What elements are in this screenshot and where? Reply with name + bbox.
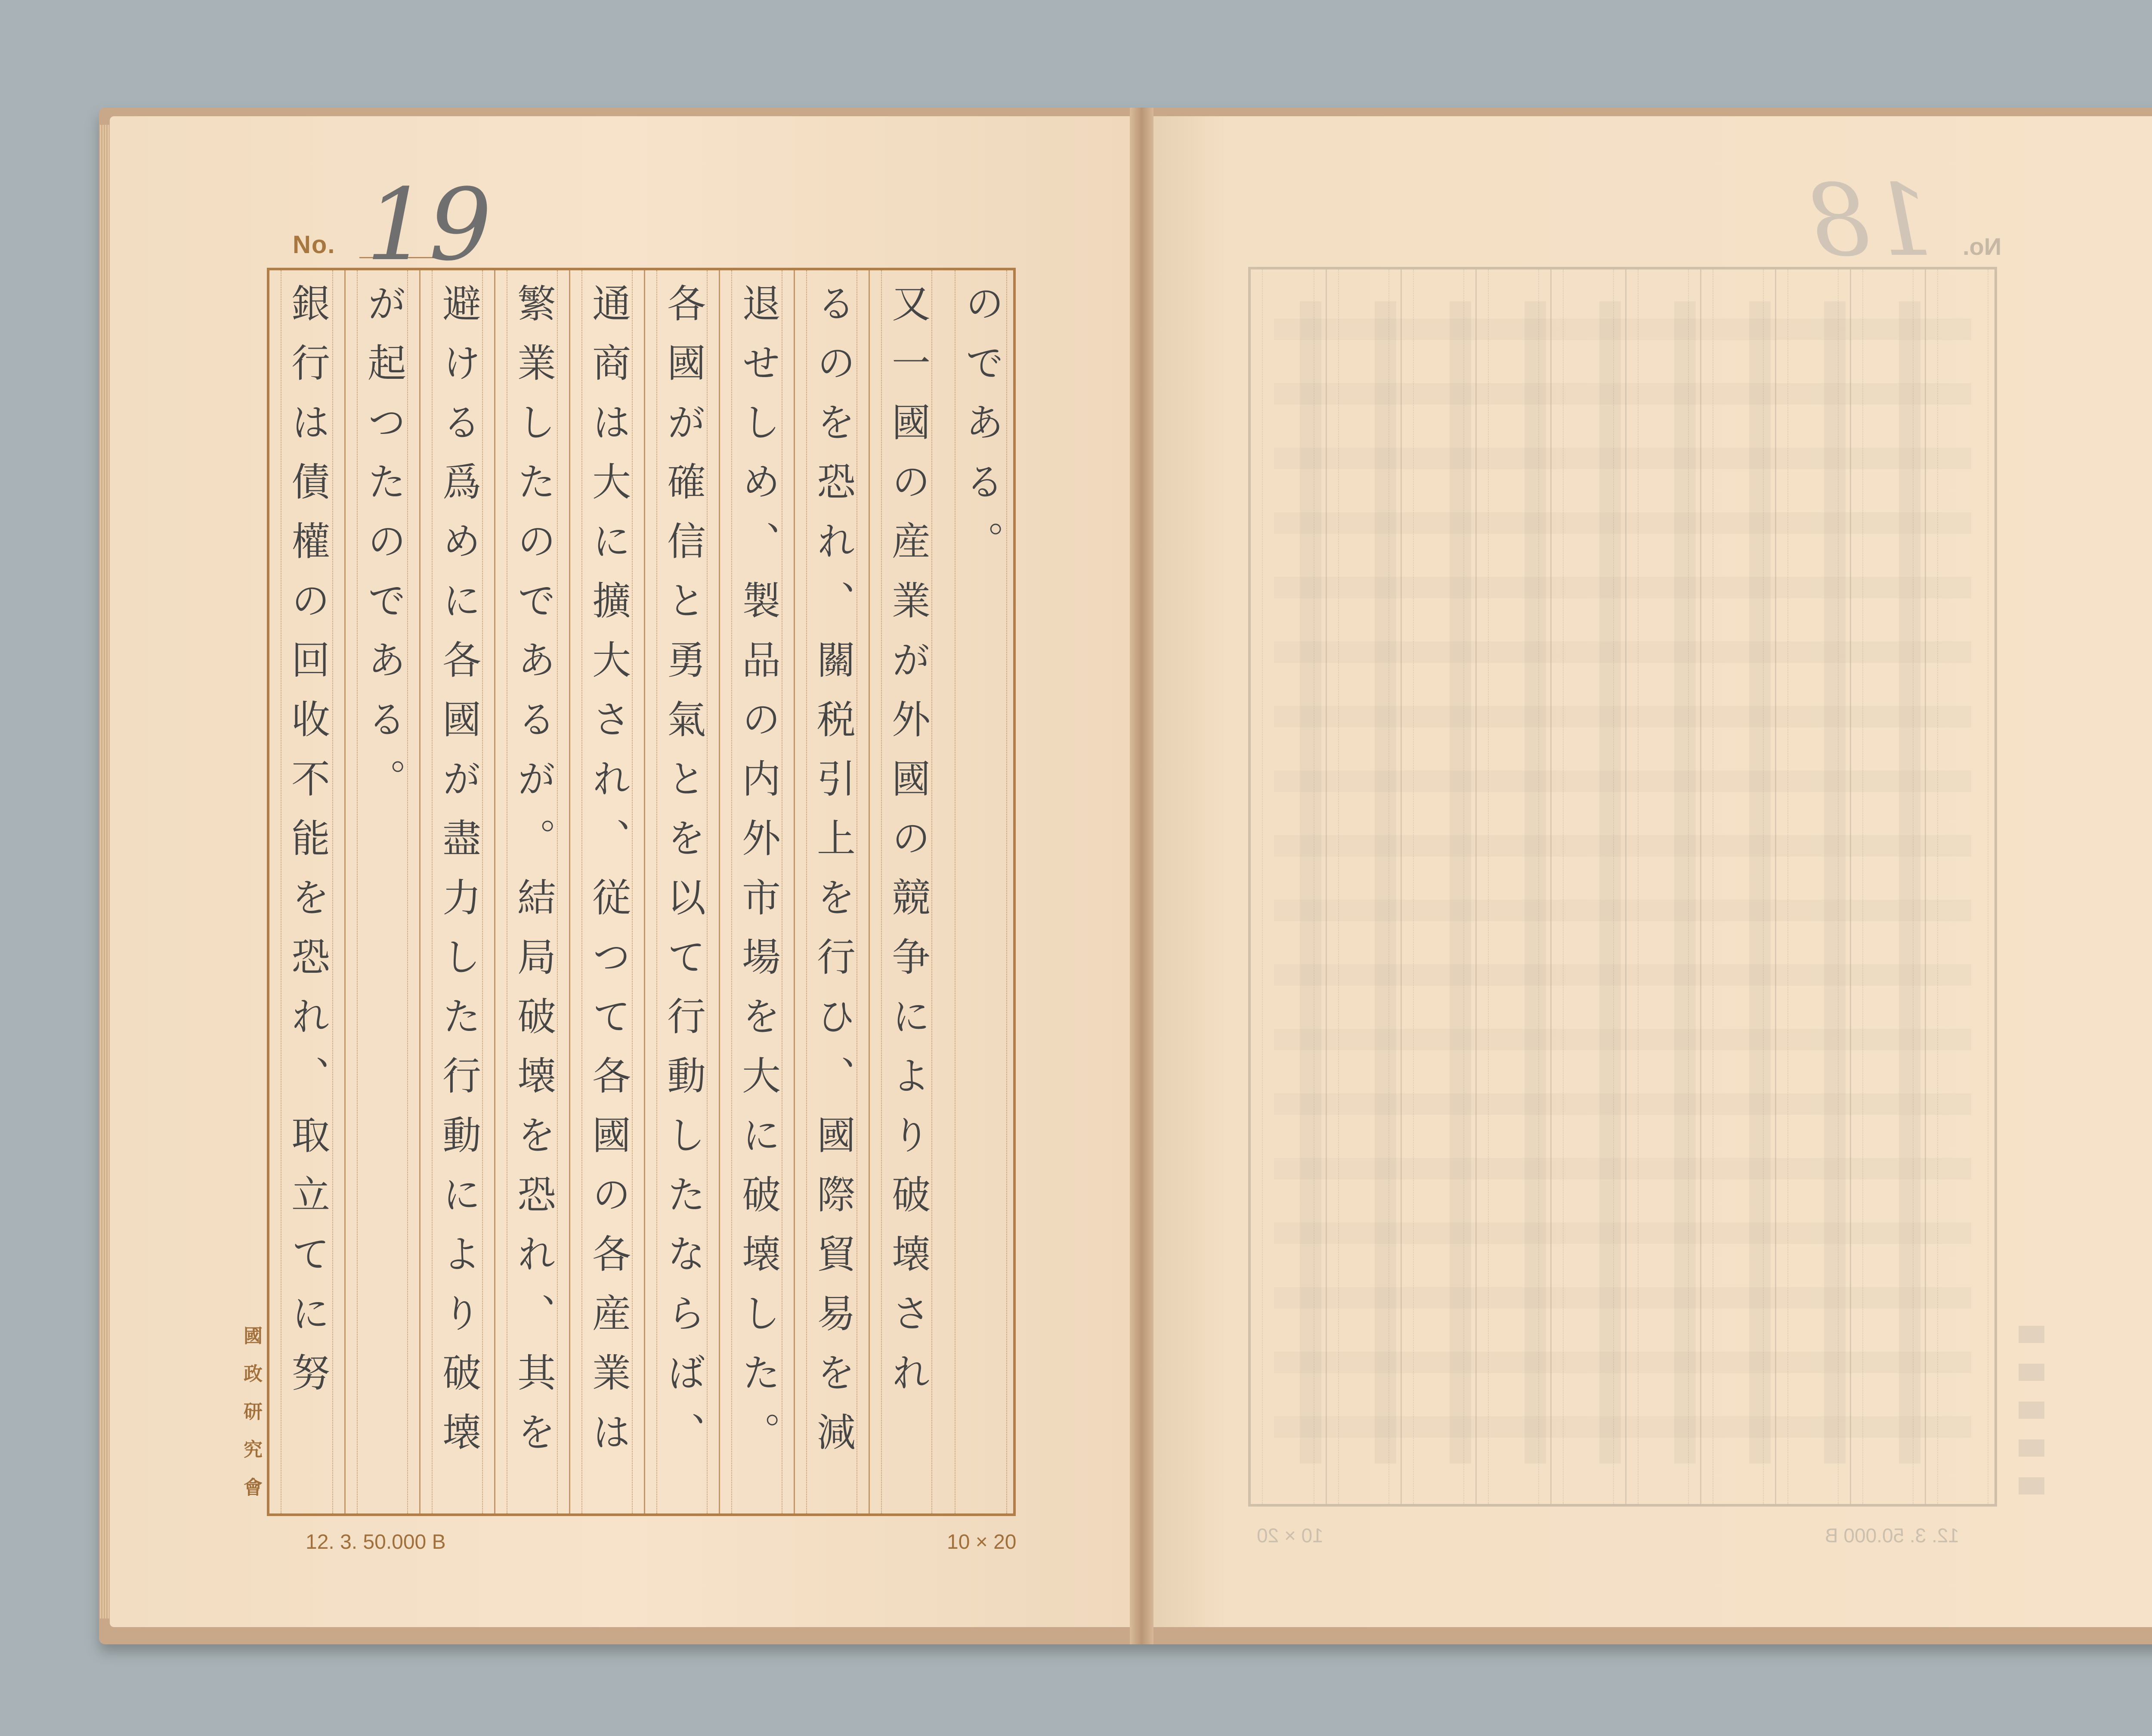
manuscript-grid (267, 268, 1016, 1516)
grid-column (344, 270, 419, 1513)
column-text: 退せしめ、製品の内外市場を大に破壊した。 (735, 283, 780, 1471)
grid-column (943, 270, 1018, 1513)
grid-size-label: 10 × 20 (947, 1531, 1017, 1553)
print-code: 12. 3. 50.000 B (306, 1531, 446, 1553)
grid-column (419, 270, 494, 1513)
column-text: るのを恐れ、關税引上を行ひ、國際貿易を減 (810, 283, 855, 1471)
print-code-mirrored: 12. 3. 50.000 B (1825, 1524, 1960, 1547)
handwritten-page-number-mirrored: 18 (1808, 164, 1934, 279)
column-text: 銀行は債權の回收不能を恐れ、取立てに努 (284, 283, 330, 1412)
grid-column (644, 270, 719, 1513)
publisher-imprint: 國政研究會 (240, 1326, 262, 1515)
handwritten-page-number: 19 (366, 168, 492, 283)
grid-column (719, 270, 794, 1513)
page-no-label-mirrored: No. (1963, 233, 2002, 260)
column-text: 又一國の産業が外國の競争により破壊され (885, 283, 930, 1412)
show-through-handwriting (1274, 301, 1971, 1464)
column-text: が起つたのである。 (361, 283, 406, 818)
publisher-imprint-mirrored (2019, 1326, 2044, 1507)
grid-column (794, 270, 869, 1513)
book-spine (1130, 108, 1153, 1644)
page-no-label: No. (293, 231, 336, 259)
grid-column (269, 270, 344, 1513)
grid-column (869, 270, 943, 1513)
grid-column (569, 270, 644, 1513)
grid-column (494, 270, 569, 1513)
grid-size-label-mirrored: 10 × 20 (1257, 1524, 1323, 1547)
column-text: 通商は大に擴大され、従つて各國の各産業は (585, 283, 631, 1471)
column-text: のである。 (959, 283, 1004, 580)
column-text: 避ける爲めに各國が盡力した行動により破壊 (436, 283, 481, 1471)
column-text: 各國が確信と勇氣とを以て行動したならば、 (660, 283, 705, 1471)
column-text: 繁業したのであるが。結局破壊を恐れ、其を (510, 283, 556, 1471)
